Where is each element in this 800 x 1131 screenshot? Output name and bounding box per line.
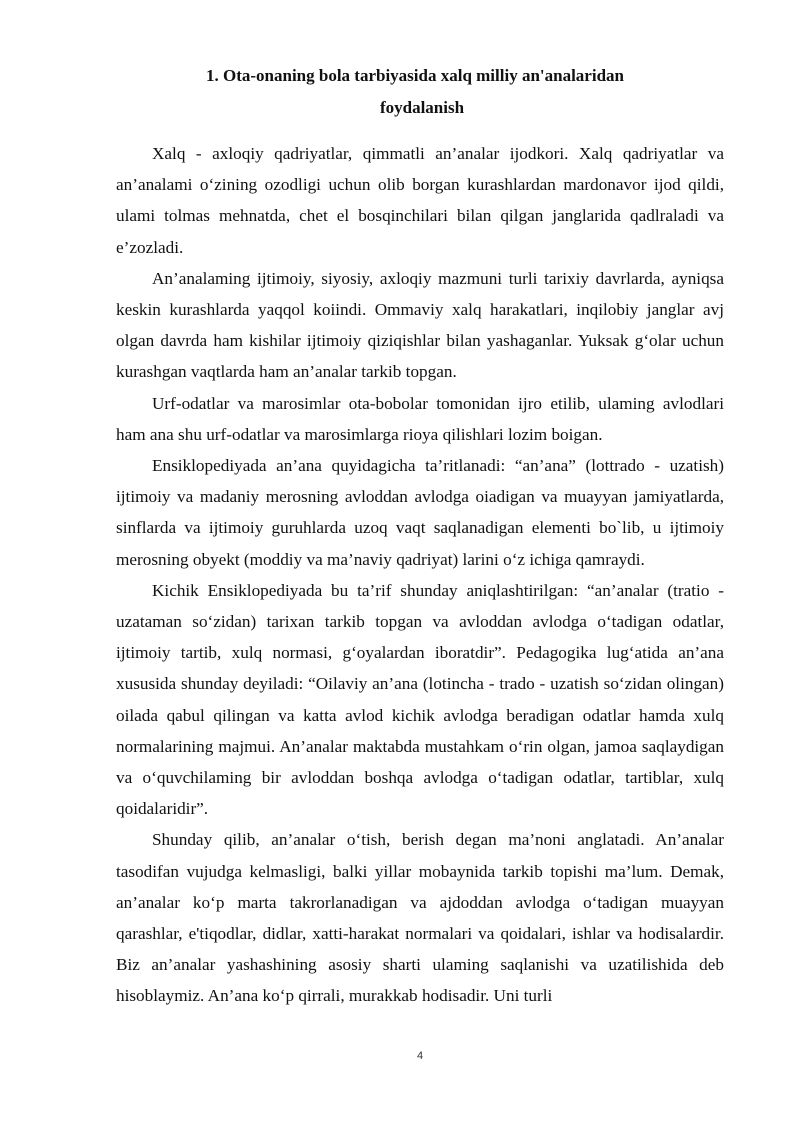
paragraph: Urf-odatlar va marosimlar ota-bobolar tomonidan ijro etilib, ulaming avlodlari ham ana shu urf-odatlar va marosimlarga rioya qilishlari lozim boigan.	[116, 393, 724, 444]
page-number: 4	[416, 1050, 424, 1062]
paragraph: Ensiklopediyada an’ana quyidagicha ta’ritlanadi: “an’ana” (lottrado - uzatish) ijtimoiy va madaniy merosning avloddan avlodga oiadigan va muayyan jamiyatlarda, sinflarda va ijtimoiy guruhlarda uzoq vaqt saqlanadigan elementi bo`lib, u ijtimoiy merosning obyekt (moddiy va ma’naviy qadriyat) larini o‘z ichiga qamraydi.	[116, 456, 724, 569]
paragraph: Xalq - axloqiy qadriyatlar, qimmatli an’analar ijodkori. Xalq qadriyatlar va an’analami o‘zining ozodligi uchun olib borgan kurashlardan mardonavor ijod qildi, ulami tolmas mehnatda, chet el bosqinchilari bilan qilgan janglarida qadlraladi va e’zozladi.	[116, 144, 724, 257]
paragraph: An’analaming ijtimoiy, siyosiy, axloqiy mazmuni turli tarixiy davrlarda, ayniqsa keskin kurashlarda yaqqol koiindi. Ommaviy xalq harakatlari, inqilobiy janglar avj olgan davrda ham kishilar ijtimoiy qiziqishlar bilan yashaganlar. Yuksak g‘olar uchun kurashgan vaqtlarda ham an’analar tarkib topgan.	[116, 268, 724, 382]
paragraph: Shunday qilib, an’analar o‘tish, berish degan ma’noni anglatadi. An’analar tasodifan vujudga kelmasligi, balki yillar mobaynida tarkib topishi ma’lum. Demak, an’analar ko‘p marta takrorlanadigan va ajdoddan avlodga o‘tadigan muayyan qarashlar, e'tiqodlar, didlar, xatti-harakat normalari va qoidalari, ishlar va hodisalardir. Biz an’analar yashashining asosiy sharti ulaming saqlanishi va uzatilishida deb hisoblaymiz. An’ana ko‘p qirrali, murakkab hodisadir. Uni turli	[116, 830, 724, 1006]
paragraph: Kichik Ensiklopediyada bu ta’rif shunday aniqlashtirilgan: “an’analar (tratio - uzataman so‘zidan) tarixan tarkib topgan va avloddan avlodga o‘tadigan odatlar, ijtimoiy tartib, xulq normasi, g‘oyalardan iboratdir”. Pedagogika lug‘atida an’ana xususida shunday deyiladi: “Oilaviy an’ana (lotincha - trado - uzatish so‘zidan olingan) oilada qabul qilingan va katta avlod kichik avlodga beradigan odatlar hamda xulq normalarining majmui. An’analar maktabda mustahkam o‘rin olgan, jamoa saqlaydigan va o‘quvchilaming bir avloddan boshqa avlodga o‘tadigan odatlar, tartiblar, xulq qoidalaridir”.	[116, 580, 724, 819]
section-heading	[115, 60, 715, 124]
body-text	[116, 138, 724, 1012]
heading-line-2: foydalanish	[379, 98, 465, 117]
heading-line-1: 1. Ota-onaning bola tarbiyasida xalq milliy an'analaridan	[205, 66, 624, 85]
